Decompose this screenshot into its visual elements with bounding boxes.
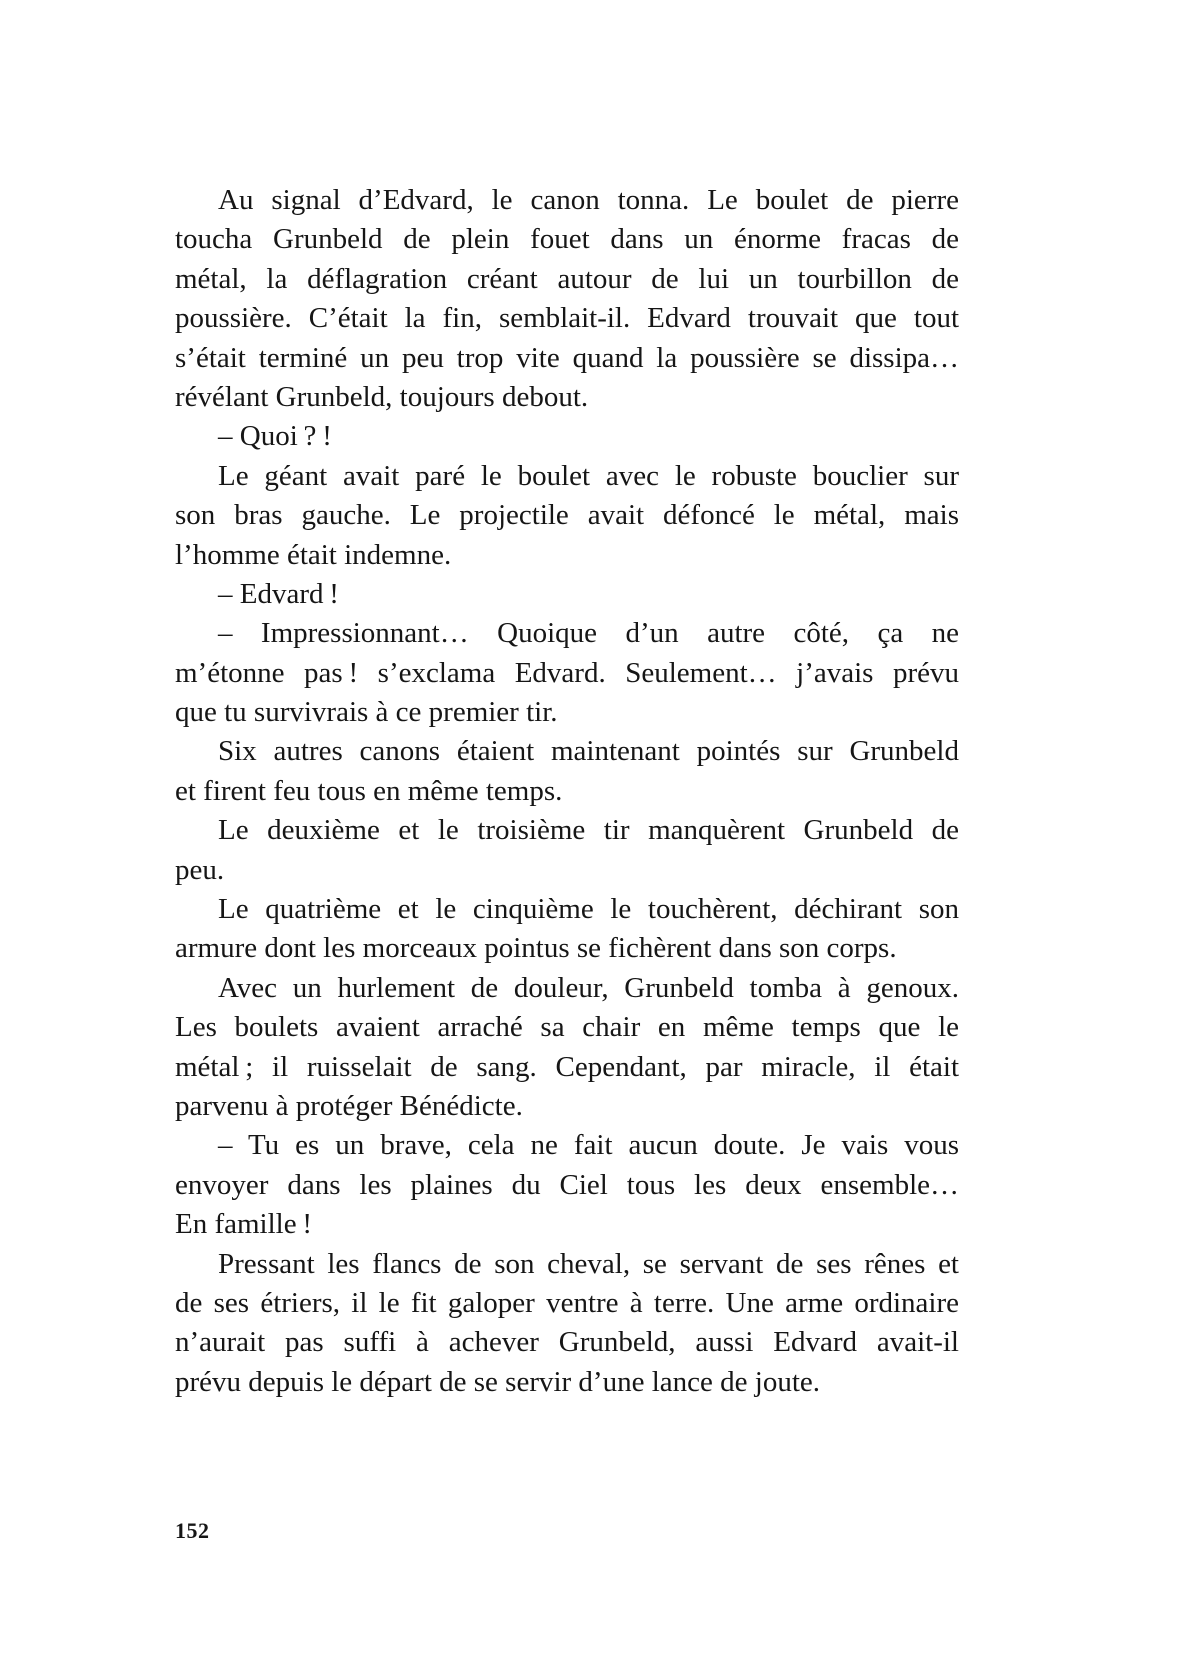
text-line: prévu depuis le départ de se servir d’une lance de joute. — [175, 1365, 820, 1398]
text-line: toucha Grunbeld de plein fouet dans un énorme fracas de — [175, 223, 959, 256]
text-line: peu. — [175, 853, 225, 886]
text-line: m’étonne pas ! s’exclama Edvard. Seulement… j’avais prévu — [175, 656, 959, 689]
text-line: s’était terminé un peu trop vite quand la poussière se dissipa… — [175, 341, 959, 374]
text-line: envoyer dans les plaines du Ciel tous les deux ensemble… — [175, 1168, 959, 1201]
text-line: Pressant les flancs de son cheval, se servant de ses rênes et — [218, 1247, 959, 1280]
text-line: de ses étriers, il le fit galoper ventre à terre. Une arme ordinaire — [175, 1286, 959, 1319]
text-line: n’aurait pas suffi à achever Grunbeld, aussi Edvard avait-il — [175, 1326, 959, 1359]
text-line: métal, la déflagration créant autour de lui un tourbillon de — [175, 262, 959, 295]
text-line: parvenu à protéger Bénédicte. — [175, 1089, 523, 1122]
text-line: Les boulets avaient arraché sa chair en même temps que le — [175, 1011, 959, 1044]
text-line: armure dont les morceaux pointus se fichèrent dans son corps. — [175, 932, 897, 965]
text-line: En famille ! — [175, 1208, 313, 1241]
text-line: poussière. C’était la fin, semblait-il. Edvard trouvait que tout — [175, 302, 959, 335]
body-text — [175, 181, 959, 1402]
text-line: son bras gauche. Le projectile avait défoncé le métal, mais — [175, 499, 959, 532]
text-line: l’homme était indemne. — [175, 538, 452, 571]
text-line: Le géant avait paré le boulet avec le robuste bouclier sur — [218, 459, 959, 492]
text-line: Au signal d’Edvard, le canon tonna. Le boulet de pierre — [218, 184, 959, 216]
text-line: Le deuxième et le troisième tir manquèrent Grunbeld de — [218, 814, 959, 847]
text-line: révélant Grunbeld, toujours debout. — [175, 380, 589, 413]
text-line: et firent feu tous en même temps. — [175, 774, 563, 807]
text-line: – Edvard ! — [218, 577, 339, 610]
text-line: – Quoi ? ! — [218, 420, 332, 453]
text-line: Avec un hurlement de douleur, Grunbeld tomba à genoux. — [218, 971, 959, 1004]
text-line: – Tu es un brave, cela ne fait aucun doute. Je vais vous — [218, 1129, 959, 1162]
text-line: Le quatrième et le cinquième le touchèrent, déchirant son — [218, 893, 959, 926]
text-line: – Impressionnant… Quoique d’un autre côté, ça ne — [218, 617, 959, 650]
page-number: 152 — [175, 1518, 210, 1543]
text-line: que tu survivrais à ce premier tir. — [175, 696, 558, 729]
text-line: Six autres canons étaient maintenant pointés sur Grunbeld — [218, 735, 959, 768]
text-line: métal ; il ruisselait de sang. Cependant, par miracle, il était — [175, 1050, 959, 1083]
